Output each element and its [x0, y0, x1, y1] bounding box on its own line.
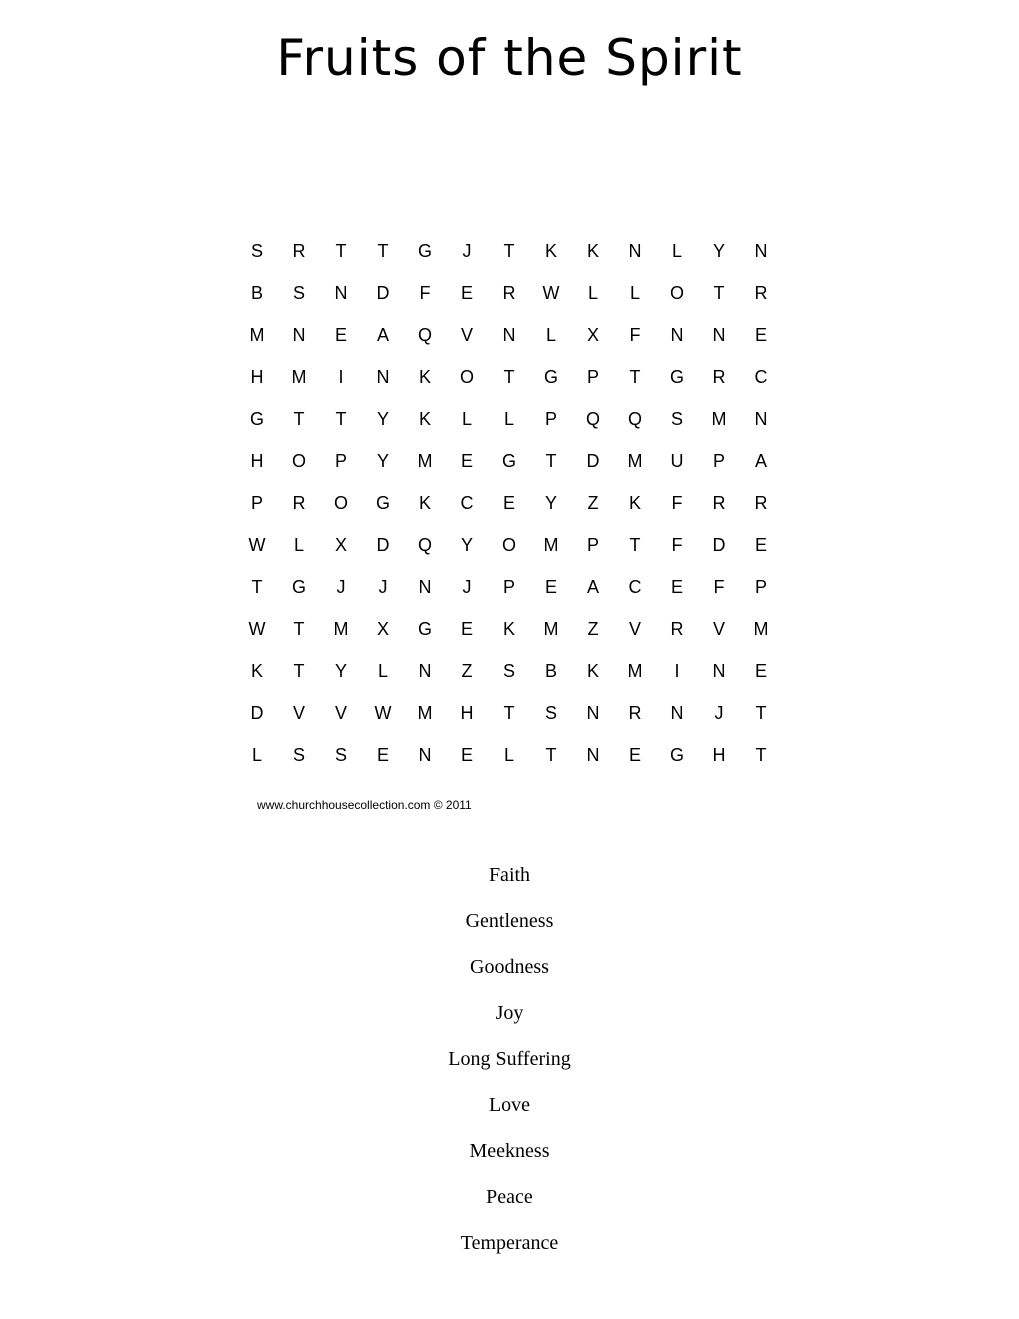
grid-letter: I	[674, 661, 680, 681]
grid-letter: O	[501, 535, 516, 555]
grid-letter: Q	[417, 325, 432, 345]
grid-letter: E	[334, 325, 347, 345]
grid-letter: N	[712, 325, 726, 345]
grid-letter: Q	[627, 409, 642, 429]
grid-letter: J	[336, 577, 346, 597]
grid-letter: F	[671, 493, 683, 513]
grid-letter: C	[628, 577, 642, 597]
grid-letter: K	[418, 493, 431, 513]
grid-letter: B	[544, 661, 557, 681]
grid-letter: F	[713, 577, 725, 597]
grid-letter: W	[374, 703, 392, 723]
grid-letter: A	[376, 325, 389, 345]
grid-letter: S	[502, 661, 515, 681]
grid-letter: U	[670, 451, 684, 471]
grid-row	[236, 230, 782, 272]
grid-letter: L	[503, 745, 514, 765]
grid-letter: Q	[417, 535, 432, 555]
grid-letter: H	[712, 745, 726, 765]
grid-letter: W	[542, 283, 560, 303]
grid-letter: M	[753, 619, 769, 639]
grid-letter: D	[712, 535, 726, 555]
grid-letter: S	[670, 409, 683, 429]
grid-letter: P	[586, 367, 599, 387]
grid-letter: L	[377, 661, 388, 681]
grid-letter: T	[377, 241, 389, 261]
grid-letter: E	[544, 577, 557, 597]
grid-letter: Z	[587, 619, 599, 639]
grid-letter: V	[334, 703, 347, 723]
grid-letter: N	[754, 409, 768, 429]
grid-row	[236, 524, 782, 566]
grid-letter: N	[418, 661, 432, 681]
grid-letter: L	[293, 535, 304, 555]
grid-letter: D	[376, 535, 390, 555]
grid-letter: C	[754, 367, 768, 387]
word-list-item: Love	[488, 1094, 531, 1116]
grid-letter: K	[250, 661, 263, 681]
grid-letter: P	[502, 577, 515, 597]
grid-letter: A	[586, 577, 599, 597]
grid-letter: E	[502, 493, 515, 513]
grid-letter: R	[502, 283, 516, 303]
grid-row	[236, 650, 782, 692]
grid-letter: R	[754, 283, 768, 303]
grid-letter: E	[628, 745, 641, 765]
grid-letter: E	[460, 283, 473, 303]
grid-letter: G	[375, 493, 390, 513]
word-list-item: Long Suffering	[448, 1048, 571, 1070]
grid-letter: M	[543, 619, 559, 639]
grid-letter: R	[292, 241, 306, 261]
grid-row	[236, 398, 782, 440]
grid-letter: L	[587, 283, 598, 303]
grid-letter: K	[586, 241, 599, 261]
grid-letter: P	[334, 451, 347, 471]
grid-letter: L	[503, 409, 514, 429]
grid-letter: T	[503, 703, 515, 723]
grid-letter: N	[586, 703, 600, 723]
grid-letter: M	[249, 325, 265, 345]
grid-letter: M	[711, 409, 727, 429]
grid-letter: N	[670, 703, 684, 723]
grid-letter: Y	[376, 409, 389, 429]
grid-letter: T	[545, 451, 557, 471]
grid-letter: I	[338, 367, 344, 387]
grid-letter: J	[462, 241, 472, 261]
grid-letter: D	[586, 451, 600, 471]
grid-letter: S	[250, 241, 263, 261]
grid-letter: T	[251, 577, 263, 597]
grid-letter: T	[293, 409, 305, 429]
grid-letter: E	[754, 661, 767, 681]
grid-letter: G	[249, 409, 264, 429]
grid-letter: N	[754, 241, 768, 261]
grid-letter: P	[712, 451, 725, 471]
word-list-item: Meekness	[469, 1140, 550, 1162]
grid-letter: G	[501, 451, 516, 471]
grid-letter: S	[292, 283, 305, 303]
grid-letter: Y	[376, 451, 389, 471]
grid-letter: W	[248, 619, 266, 639]
grid-letter: G	[417, 241, 432, 261]
grid-letter: T	[629, 535, 641, 555]
grid-letter: O	[669, 283, 684, 303]
grid-letter: D	[250, 703, 264, 723]
grid-letter: Y	[334, 661, 347, 681]
grid-letter: E	[460, 745, 473, 765]
grid-letter: K	[418, 409, 431, 429]
grid-letter: L	[545, 325, 556, 345]
grid-letter: K	[418, 367, 431, 387]
grid-letter: G	[669, 745, 684, 765]
word-list-item: Temperance	[460, 1232, 559, 1254]
grid-letter: V	[292, 703, 305, 723]
grid-letter: X	[376, 619, 389, 639]
grid-letter: R	[712, 367, 726, 387]
grid-row	[236, 608, 782, 650]
grid-letter: L	[461, 409, 472, 429]
grid-row	[236, 272, 782, 314]
grid-letter: A	[754, 451, 767, 471]
grid-letter: G	[669, 367, 684, 387]
grid-letter: E	[376, 745, 389, 765]
grid-letter: T	[335, 409, 347, 429]
grid-letter: M	[627, 661, 643, 681]
grid-letter: M	[543, 535, 559, 555]
grid-letter: L	[251, 745, 262, 765]
grid-letter: N	[502, 325, 516, 345]
grid-letter: N	[292, 325, 306, 345]
grid-letter: N	[418, 745, 432, 765]
word-search-grid	[236, 230, 782, 776]
grid-letter: T	[293, 619, 305, 639]
grid-letter: T	[335, 241, 347, 261]
grid-letter: O	[333, 493, 348, 513]
grid-letter: N	[586, 745, 600, 765]
grid-letter: T	[755, 703, 767, 723]
word-list-item: Faith	[488, 864, 531, 886]
grid-letter: V	[460, 325, 473, 345]
grid-letter: M	[627, 451, 643, 471]
grid-letter: M	[291, 367, 307, 387]
grid-row	[236, 440, 782, 482]
grid-letter: Y	[544, 493, 557, 513]
grid-letter: E	[460, 451, 473, 471]
grid-letter: V	[712, 619, 725, 639]
grid-letter: J	[462, 577, 472, 597]
grid-letter: T	[503, 241, 515, 261]
grid-letter: F	[629, 325, 641, 345]
grid-letter: K	[586, 661, 599, 681]
grid-letter: T	[293, 661, 305, 681]
grid-letter: N	[418, 577, 432, 597]
grid-letter: S	[544, 703, 557, 723]
grid-letter: X	[586, 325, 599, 345]
grid-letter: P	[754, 577, 767, 597]
grid-letter: O	[291, 451, 306, 471]
grid-letter: M	[417, 703, 433, 723]
copyright-credit: www.churchhousecollection.com © 2011	[257, 798, 472, 812]
word-list-item: Gentleness	[465, 910, 554, 932]
grid-letter: N	[670, 325, 684, 345]
grid-letter: E	[754, 535, 767, 555]
grid-letter: L	[629, 283, 640, 303]
grid-letter: T	[713, 283, 725, 303]
grid-letter: Z	[461, 661, 473, 681]
grid-letter: R	[712, 493, 726, 513]
grid-letter: S	[292, 745, 305, 765]
grid-letter: Z	[587, 493, 599, 513]
grid-letter: T	[755, 745, 767, 765]
grid-letter: P	[544, 409, 557, 429]
grid-letter: N	[376, 367, 390, 387]
grid-letter: J	[714, 703, 724, 723]
grid-letter: W	[248, 535, 266, 555]
word-list-item: Goodness	[470, 956, 549, 978]
grid-letter: N	[628, 241, 642, 261]
grid-letter: K	[628, 493, 641, 513]
word-list	[0, 860, 1019, 1274]
grid-letter: Y	[460, 535, 473, 555]
grid-row	[236, 482, 782, 524]
grid-letter: V	[628, 619, 641, 639]
word-list-item: Peace	[486, 1186, 533, 1208]
grid-letter: K	[502, 619, 515, 639]
grid-letter: T	[545, 745, 557, 765]
grid-letter: E	[754, 325, 767, 345]
grid-row	[236, 734, 782, 776]
grid-letter: C	[460, 493, 474, 513]
page-title: Fruits of the Spirit	[276, 29, 743, 87]
grid-letter: Y	[712, 241, 725, 261]
grid-letter: P	[586, 535, 599, 555]
grid-letter: F	[671, 535, 683, 555]
grid-letter: H	[250, 451, 264, 471]
grid-letter: H	[460, 703, 474, 723]
grid-letter: N	[712, 661, 726, 681]
grid-letter: E	[670, 577, 683, 597]
grid-letter: P	[250, 493, 263, 513]
grid-letter: M	[333, 619, 349, 639]
grid-letter: M	[417, 451, 433, 471]
grid-letter: G	[417, 619, 432, 639]
grid-letter: K	[544, 241, 557, 261]
grid-letter: T	[629, 367, 641, 387]
grid-letter: Q	[585, 409, 600, 429]
grid-letter: E	[460, 619, 473, 639]
grid-letter: X	[334, 535, 347, 555]
grid-letter: S	[334, 745, 347, 765]
grid-letter: R	[754, 493, 768, 513]
word-list-item: Joy	[495, 1002, 524, 1024]
grid-letter: R	[628, 703, 642, 723]
grid-letter: R	[292, 493, 306, 513]
grid-letter: H	[250, 367, 264, 387]
grid-letter: B	[250, 283, 263, 303]
grid-letter: D	[376, 283, 390, 303]
grid-letter: F	[419, 283, 431, 303]
grid-row	[236, 566, 782, 608]
grid-row	[236, 356, 782, 398]
grid-letter: G	[291, 577, 306, 597]
grid-letter: J	[378, 577, 388, 597]
grid-row	[236, 692, 782, 734]
grid-letter: O	[459, 367, 474, 387]
grid-letter: L	[671, 241, 682, 261]
grid-letter: R	[670, 619, 684, 639]
grid-letter: N	[334, 283, 348, 303]
grid-row	[236, 314, 782, 356]
grid-letter: T	[503, 367, 515, 387]
grid-letter: G	[543, 367, 558, 387]
